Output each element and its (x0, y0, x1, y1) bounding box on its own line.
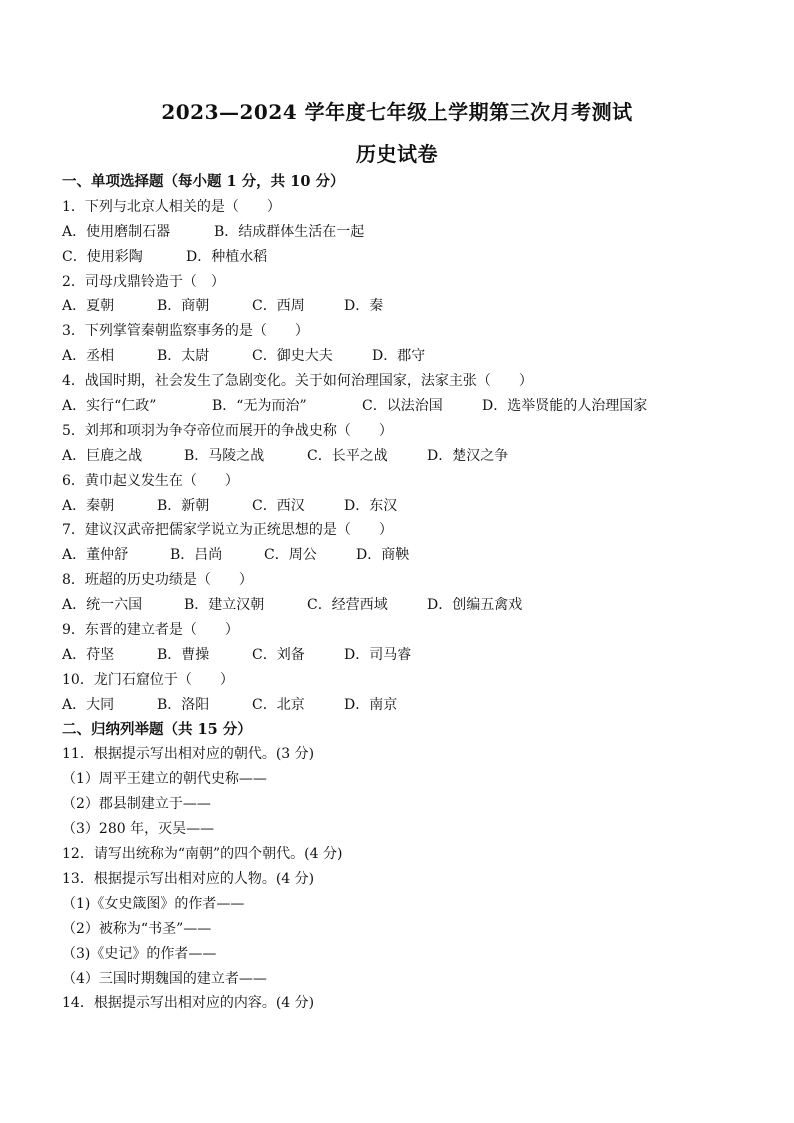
question-13-stem: 13．根据提示写出相对应的人物。(4 分) (62, 870, 315, 887)
option-b: B．商朝 (157, 298, 210, 315)
question-13-item-3: （3)《史记》的作者—— (62, 945, 217, 962)
question-1-stem: 1．下列与北京人相关的是（ ） (62, 198, 281, 215)
option-b: B．新朝 (157, 497, 210, 514)
question-11-stem: 11．根据提示写出相对应的朝代。(3 分) (62, 746, 315, 763)
option-c: C．西汉 (252, 497, 305, 514)
option-c: C．西周 (252, 298, 305, 315)
question-11-item-2: （2）郡县制建立于—— (62, 796, 211, 813)
question-13-item-2: （2）被称为“书圣”—— (62, 920, 212, 937)
question-8-stem: 8．班超的历史功绩是（ ） (62, 572, 253, 589)
exam-subtitle: 历史试卷 (356, 142, 438, 166)
question-5-options (62, 444, 762, 469)
option-a: A．统一六国 (62, 597, 143, 614)
exam-title: 2023—2024 学年度七年级上学期第三次月考测试 (161, 100, 633, 124)
option-b: B．洛阳 (157, 696, 210, 713)
question-1-options-row-2 (62, 245, 762, 270)
option-d: D．选举贤能的人治理国家 (482, 398, 648, 415)
option-a: A．苻坚 (62, 646, 115, 663)
question-11-item-3: （3）280 年，灭吴—— (62, 821, 215, 838)
question-3-options (62, 344, 762, 369)
question-3-stem: 3．下列掌管秦朝监察事务的是（ ） (62, 323, 309, 340)
option-d: D．创编五禽戏 (427, 597, 523, 614)
question-1-options-row-1 (62, 220, 762, 245)
option-c: C．周公 (264, 547, 317, 564)
section-1-heading: 一、单项选择题（每小题 1 分，共 10 分） (62, 173, 345, 190)
exam-content (62, 170, 762, 1016)
question-4-stem: 4．战国时期，社会发生了急剧变化。关于如何治理国家，法家主张（ ） (62, 373, 533, 390)
option-d: D．楚汉之争 (427, 447, 509, 464)
option-c: C．刘备 (252, 646, 305, 663)
question-13-item-1: （1)《女史箴图》的作者—— (62, 895, 245, 912)
option-a: A．巨鹿之战 (62, 447, 143, 464)
option-c: C．御史大夫 (252, 348, 333, 365)
question-8-options (62, 593, 762, 618)
option-a: A．秦朝 (62, 497, 115, 514)
question-9-stem: 9．东晋的建立者是（ ） (62, 622, 239, 639)
option-b: B．建立汉朝 (184, 597, 265, 614)
question-6-stem: 6．黄巾起义发生在（ ） (62, 472, 239, 489)
option-d: D．东汉 (344, 497, 398, 514)
option-b: B．太尉 (157, 348, 210, 365)
question-4-options (62, 394, 762, 419)
option-c: C．长平之战 (307, 447, 388, 464)
question-2-options (62, 294, 762, 319)
question-13-item-4: （4）三国时期魏国的建立者—— (62, 970, 267, 987)
question-10-stem: 10．龙门石窟位于（ ） (62, 671, 234, 688)
question-6-options (62, 494, 762, 519)
option-a: A．使用磨制石器 (62, 223, 171, 240)
option-a: A．大同 (62, 696, 115, 713)
option-c: C．使用彩陶 (62, 248, 143, 265)
option-b: B．结成群体生活在一起 (214, 223, 365, 240)
option-c: C．以法治国 (362, 398, 443, 415)
option-d: D．郡守 (372, 348, 426, 365)
option-b: B．马陵之战 (184, 447, 265, 464)
option-c: C．经营西域 (307, 597, 388, 614)
question-7-options (62, 543, 762, 568)
option-d: D．商鞅 (356, 547, 410, 564)
option-d: D．种植水稻 (186, 248, 268, 265)
section-2-heading: 二、归纳列举题（共 15 分） (62, 720, 252, 738)
option-a: A．夏朝 (62, 298, 115, 315)
question-14-stem: 14．根据提示写出相对应的内容。(4 分) (62, 995, 315, 1012)
question-2-stem: 2．司母戊鼎铃造于（ ） (62, 273, 225, 290)
option-d: D．南京 (344, 696, 398, 713)
option-a: A．实行“仁政” (62, 398, 157, 415)
question-12-stem: 12．请写出统称为“南朝”的四个朝代。(4 分) (62, 846, 343, 863)
question-5-stem: 5．刘邦和项羽为争夺帝位而展开的争战史称（ ） (62, 422, 393, 439)
question-7-stem: 7．建议汉武帝把儒家学说立为正统思想的是（ ） (62, 522, 393, 539)
question-10-options (62, 693, 762, 718)
option-b: B．吕尚 (170, 547, 223, 564)
option-b: B．“无为而治” (212, 398, 307, 415)
question-11-item-1: （1）周平王建立的朝代史称—— (62, 771, 267, 788)
option-d: D．秦 (344, 298, 384, 315)
option-a: A．丞相 (62, 348, 115, 365)
question-9-options (62, 643, 762, 668)
option-c: C．北京 (252, 696, 305, 713)
option-b: B．曹操 (157, 646, 210, 663)
option-d: D．司马睿 (344, 646, 412, 663)
option-a: A．董仲舒 (62, 547, 129, 564)
